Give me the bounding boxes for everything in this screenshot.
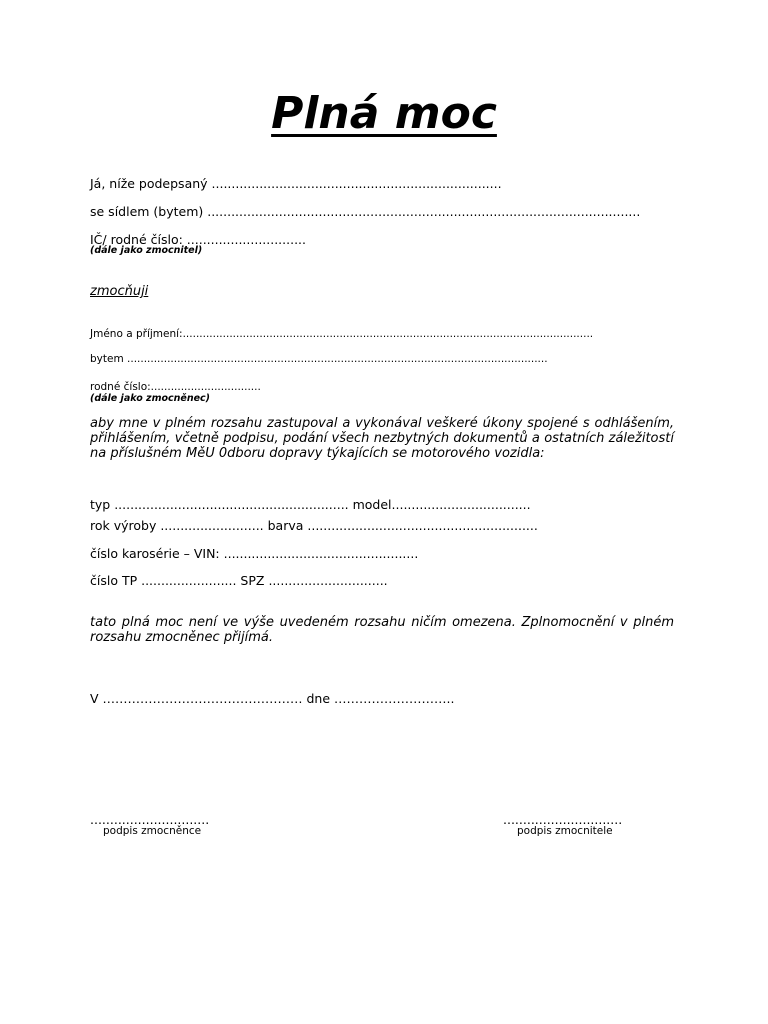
signature-left-label: podpis zmocněnce [103, 825, 202, 837]
vehicle-year-line: rok výroby .......................... barva .......................................................... [90, 518, 538, 533]
document-title: Plná moc [271, 88, 497, 139]
purpose-paragraph: aby mne v plném rozsahu zastupoval a vykonával veškeré úkony spojené s odhlášením, přihlášením, včetně podpisu, podání všech nezbytných dokumentů a ostatních záležitostí na příslušném MěU 0dboru dopravy týkajících se motorového vozidla: [90, 416, 674, 461]
authorize-heading: zmocňuji [90, 284, 149, 299]
signature-right-label: podpis zmocnitele [517, 825, 613, 837]
agent-note: (dále jako zmocněnec) [90, 393, 211, 404]
vehicle-tp-line: číslo TP ........................ SPZ .............................. [90, 573, 388, 588]
declarant-id-line: IČ/ rodné číslo: .............................. [90, 232, 306, 247]
signature-right-line: .............................. [503, 812, 623, 827]
signature-left-line: .............................. [90, 812, 210, 827]
declarant-note: (dále jako zmocnitel) [90, 245, 203, 256]
agent-birth-line: rodné číslo:................................. [90, 381, 261, 393]
scope-paragraph: tato plná moc není ve výše uvedeném rozsahu ničím omezena. Zplnomocnění v plném rozsahu zmocněnec přijímá. [90, 615, 674, 645]
agent-residence-line: bytem .............................................................................................................................. [90, 353, 548, 365]
agent-name-line: Jméno a příjmení:........................................................................................................................... [90, 328, 594, 340]
vehicle-type-line: typ ........................................................... model................................... [90, 497, 531, 512]
declarant-seat-line: se sídlem (bytem) ............................................................................................................. [90, 204, 641, 219]
vehicle-vin-line: číslo karosérie – VIN: ................................................. [90, 546, 419, 561]
declarant-name-line: Já, níže podepsaný ......................................................................... [90, 176, 502, 191]
place-date-line: V ………………………………………… dne ……………………….. [90, 691, 455, 706]
